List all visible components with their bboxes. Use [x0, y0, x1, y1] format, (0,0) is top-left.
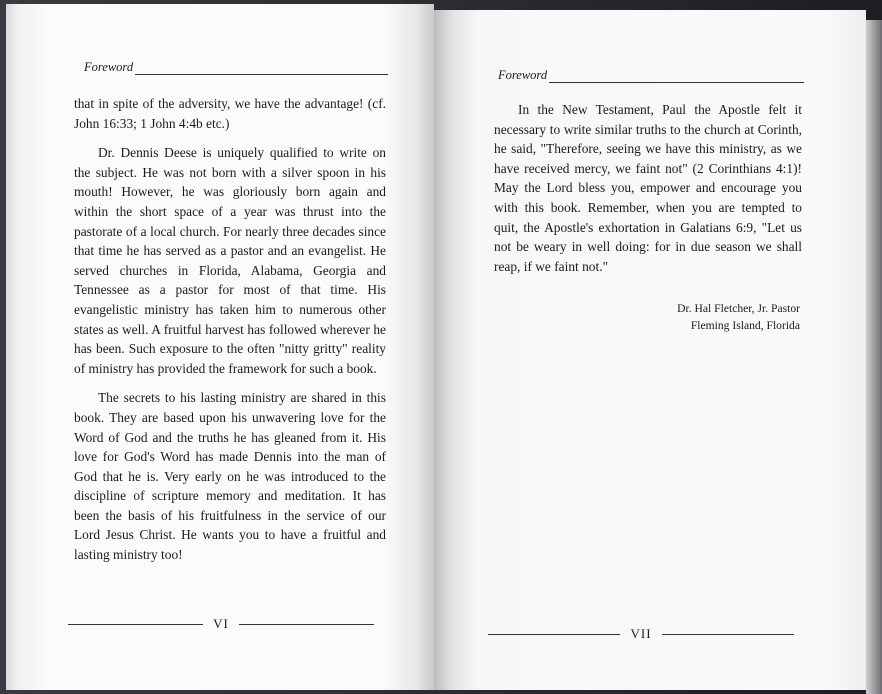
header-label: Foreword	[498, 68, 548, 82]
header-label: Foreword	[84, 60, 134, 74]
header-rule	[549, 72, 804, 83]
signature-name: Dr. Hal Fletcher, Jr. Pastor	[677, 302, 800, 315]
scan-edge	[866, 20, 882, 694]
running-header	[84, 60, 388, 75]
header-rule	[135, 64, 388, 75]
paragraph: The secrets to his lasting ministry are shared in this book. They are based upon his unwavering love for the Word of God and the truths he has gleaned from it. His love for God's Word has made Dennis into the man of God that he is. Very early on he was introduced to the discipline of scripture memory and meditation. It has been the basis of his fruitfulness in the service of our Lord Jesus Christ. He wants you to have a fruitful and lasting ministry too!	[74, 390, 386, 563]
right-page	[434, 10, 866, 690]
footer-rule-right	[239, 624, 374, 625]
page-number: VII	[630, 626, 652, 641]
signature-location: Fleming Island, Florida	[690, 319, 800, 332]
page-number: VI	[213, 616, 229, 631]
page-footer	[488, 626, 794, 642]
left-page	[6, 4, 434, 690]
signature-block	[594, 300, 800, 334]
paragraph: Dr. Dennis Deese is uniquely qualified to write on the subject. He was not born with a silver spoon in his mouth! However, he was gloriously born again and within the short space of a year was thrust into the pastorate of a local church. For nearly three decades since that time he has served as a pastor and an evangelist. He served churches in Florida, Alabama, Georgia and Tennessee as a pastor for most of that time. His evangelistic ministry has taken him to numerous other states as well. A fruitful harvest has followed wherever he has been. Such exposure to the often "nitty gritty" reality of ministry has provided the framework for such a book.	[74, 145, 386, 376]
page-footer	[68, 616, 374, 632]
footer-rule-left	[68, 624, 203, 625]
page-body	[74, 94, 386, 575]
paragraph: In the New Testament, Paul the Apostle felt it necessary to write similar truths to the church at Corinth, he said, "Therefore, seeing we have this ministry, as we have received mercy, we faint not" (2 Corinthians 4:1)! May the Lord bless you, empower and encourage you with this book. Remember, when you are tempted to quit, the Apostle's exhortation in Galatians 6:9, "Let us not be weary in well doing: for in due season we shall reap, if we faint not."	[494, 102, 802, 274]
page-body	[494, 100, 802, 286]
footer-rule-right	[662, 634, 794, 635]
paragraph: that in spite of the adversity, we have the advantage! (cf. John 16:33; 1 John 4:4b etc.)	[74, 96, 386, 131]
footer-rule-left	[488, 634, 620, 635]
running-header	[498, 68, 804, 83]
